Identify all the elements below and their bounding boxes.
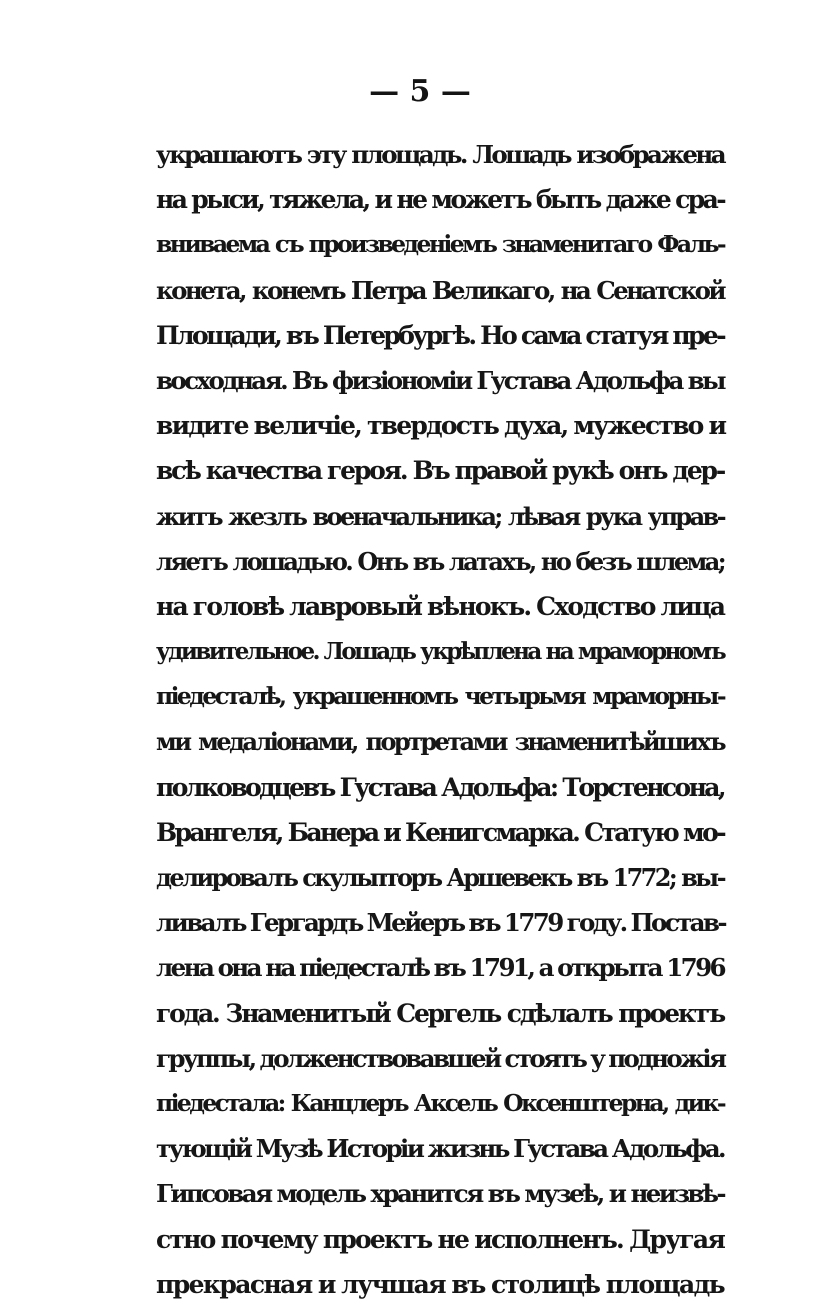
text-line: лена она на піедесталѣ въ 1791, а открыта 1796 xyxy=(156,953,724,983)
text-line: піедесталѣ, украшенномъ четырьмя мраморны- xyxy=(156,682,724,711)
text-line: делировалъ скульпторъ Аршевекъ въ 1772; вы- xyxy=(156,863,724,892)
text-line: украшаютъ эту площадь. Лошадь изображена xyxy=(156,140,724,169)
text-line: полководцевъ Густава Адольфа: Торстенсона, xyxy=(156,772,724,802)
text-line: удивительное. Лошадь укрѣплена на мраморномъ xyxy=(156,638,724,666)
text-line: видите величіе, твердость духа, мужество и xyxy=(156,411,726,441)
text-line: прекрасная и лучшая въ столицѣ площадь xyxy=(156,1269,724,1299)
text-line: піедестала: Канцлеръ Аксель Оксенштерна, дик- xyxy=(156,1088,724,1117)
text-line: Площади, въ Петербургѣ. Но сама статуя пре- xyxy=(156,320,724,350)
text-line: восходная. Въ физіономіи Густава Адольфа вы xyxy=(156,365,724,395)
text-line: конета, конемъ Петра Великаго, на Сенатской xyxy=(156,275,724,305)
text-line: Врангеля, Банера и Кенигсмарка. Статую мо- xyxy=(156,817,724,847)
body-text xyxy=(156,132,724,1307)
text-line: всѣ качества героя. Въ правой рукѣ онъ дер- xyxy=(156,456,724,486)
text-line: Гипсовая модель хранится въ музеѣ, и неизвѣ- xyxy=(156,1179,724,1209)
text-line: стно почему проектъ не исполненъ. Другая xyxy=(156,1224,724,1254)
text-line: на рыси, тяжела, и не можетъ быть даже сра- xyxy=(156,185,724,215)
text-line: на головѣ лавровый вѣнокъ. Сходство лица xyxy=(156,591,725,621)
text-line: вниваема съ произведеніемъ знаменитаго Фаль- xyxy=(156,230,724,259)
text-line: года. Знаменитый Сергель сдѣлалъ проектъ xyxy=(156,998,724,1028)
text-line: ливалъ Гергардъ Мейеръ въ 1779 году. Постав- xyxy=(156,908,725,938)
text-line: ми медаліонами, портретами знаменитѣйшихъ xyxy=(156,727,724,757)
text-line: тующій Музѣ Исторіи жизнь Густава Адольфа. xyxy=(156,1134,724,1164)
text-line: группы, долженствовавшей стоять у подножія xyxy=(156,1043,725,1073)
text-line: житъ жезлъ военачальника; лѣвая рука управ- xyxy=(156,501,724,531)
text-line: ляетъ лошадью. Онъ въ латахъ, но безъ шлема; xyxy=(156,546,724,576)
page-number: — 5 — xyxy=(369,74,471,109)
